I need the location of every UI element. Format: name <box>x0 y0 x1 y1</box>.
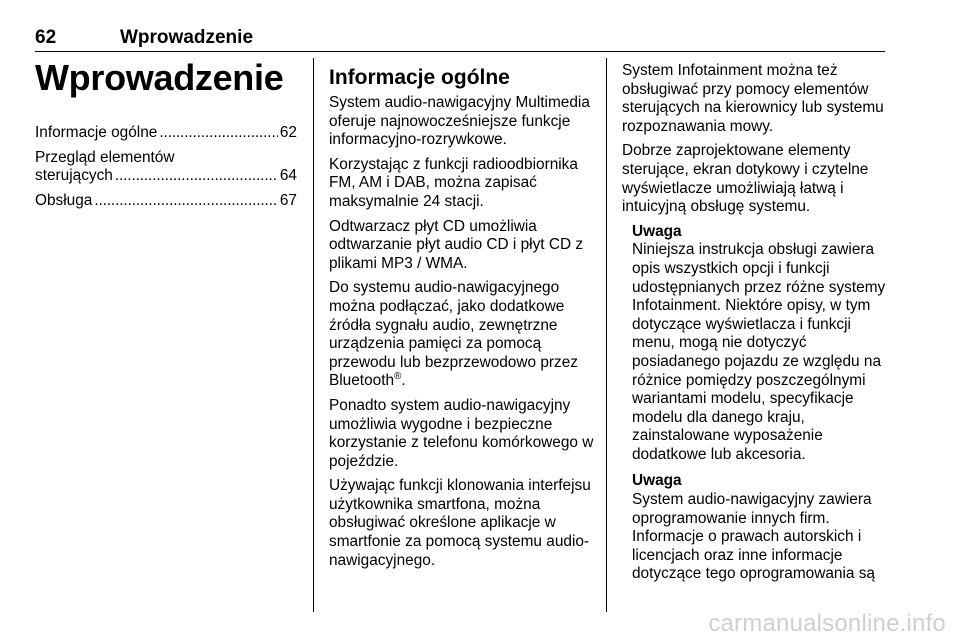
toc-entry-operation[interactable] <box>35 192 297 211</box>
page-number: 62 <box>35 27 57 48</box>
toc-label: Obsługa <box>35 191 93 209</box>
paragraph: System audio-nawigacyjny Multimedia oferuje najnowocześniejsze funkcje informacyjno-rozrywkowe. <box>329 94 590 149</box>
paragraph: System Infotainment można też obsługiwać przy pomocy elementów sterujących na kierownicy lub systemu rozpoznawania mowy. <box>622 62 884 135</box>
page-header <box>35 27 885 52</box>
paragraph-bluetooth <box>329 279 595 391</box>
paragraph-end: . <box>401 372 406 390</box>
toc-leader-dots <box>94 192 278 211</box>
paragraph: Ponadto system audio-nawigacyjny umożliwia wygodne i bezpieczne korzystanie z telefonu komórkowego w pojeździe. <box>329 396 594 470</box>
toc-page: 67 <box>279 191 297 209</box>
chapter-title: Wprowadzenie <box>35 57 284 98</box>
toc-label: sterujących <box>35 167 113 185</box>
toc-leader-dots <box>115 167 278 186</box>
toc-entry-general-info[interactable] <box>35 124 297 143</box>
column-1 <box>35 58 297 216</box>
watermark: carmanualsonline.info <box>708 610 946 637</box>
column-divider-2 <box>606 58 607 612</box>
note-text: System audio-nawigacyjny zawiera oprogramowanie innych firm. Informacje o prawach autorskich i licencjach oraz inne informacje dotyczące tego oprogramowania są <box>632 491 875 583</box>
column-3 <box>622 62 890 592</box>
toc-entry-controls-overview[interactable] <box>35 149 297 186</box>
paragraph: Używając funkcji klonowania interfejsu użytkownika smartfona, można obsługiwać określone aplikacje w smartfonie za pomocą systemu audio-nawigacyjnego. <box>329 477 591 569</box>
toc-page: 62 <box>279 124 297 141</box>
column-2 <box>329 58 595 576</box>
paragraph: Dobrze zaprojektowane elementy sterujące, ekran dotykowy i czytelne wyświetlacze umożliwiają łatwą i intuicyjną obsługę systemu. <box>622 142 869 216</box>
section-title: Informacje ogólne <box>329 66 510 89</box>
toc-label-line1: Przegląd elementów <box>35 148 175 166</box>
column-divider-1 <box>313 58 314 612</box>
paragraph: Odtwarzacz płyt CD umożliwia odtwarzanie płyt audio CD i płyt CD z plikami MP3 / WMA. <box>329 217 584 272</box>
note-box <box>622 472 890 584</box>
note-label: Uwaga <box>632 472 682 490</box>
note-label: Uwaga <box>632 222 682 240</box>
registered-mark: ® <box>394 371 402 383</box>
toc-leader-dots <box>159 124 278 143</box>
paragraph-text: Do systemu audio-nawigacyjnego można podłączać, jako dodatkowe źródła sygnału audio, zewnętrzne urządzenia pamięci za pomocą przewodu lub bezprzewodowo przez Bluetooth <box>329 279 578 390</box>
toc-page: 64 <box>279 167 297 185</box>
note-text: Niniejsza instrukcja obsługi zawiera opis wszystkich opcji i funkcji udostępnianych przez różne systemy Infotainment. Niektóre opisy, w tym dotyczące wyświetlacza i funkcji menu, mogą nie dotyczyć posiadanego pojazdu ze względu na różnice pomiędzy poszczególnymi wariantami modelu, specyfikacje modelu dla danego kraju, zainstalowane wyposażenie dodatkowe lub akcesoria. <box>632 241 886 463</box>
toc-label: Informacje ogólne <box>35 124 158 141</box>
note-box <box>622 223 890 465</box>
running-title: Wprowadzenie <box>120 27 254 48</box>
paragraph: Korzystając z funkcji radioodbiornika FM, AM i DAB, można zapisać maksymalnie 24 stacji. <box>329 155 578 210</box>
table-of-contents <box>35 124 297 210</box>
